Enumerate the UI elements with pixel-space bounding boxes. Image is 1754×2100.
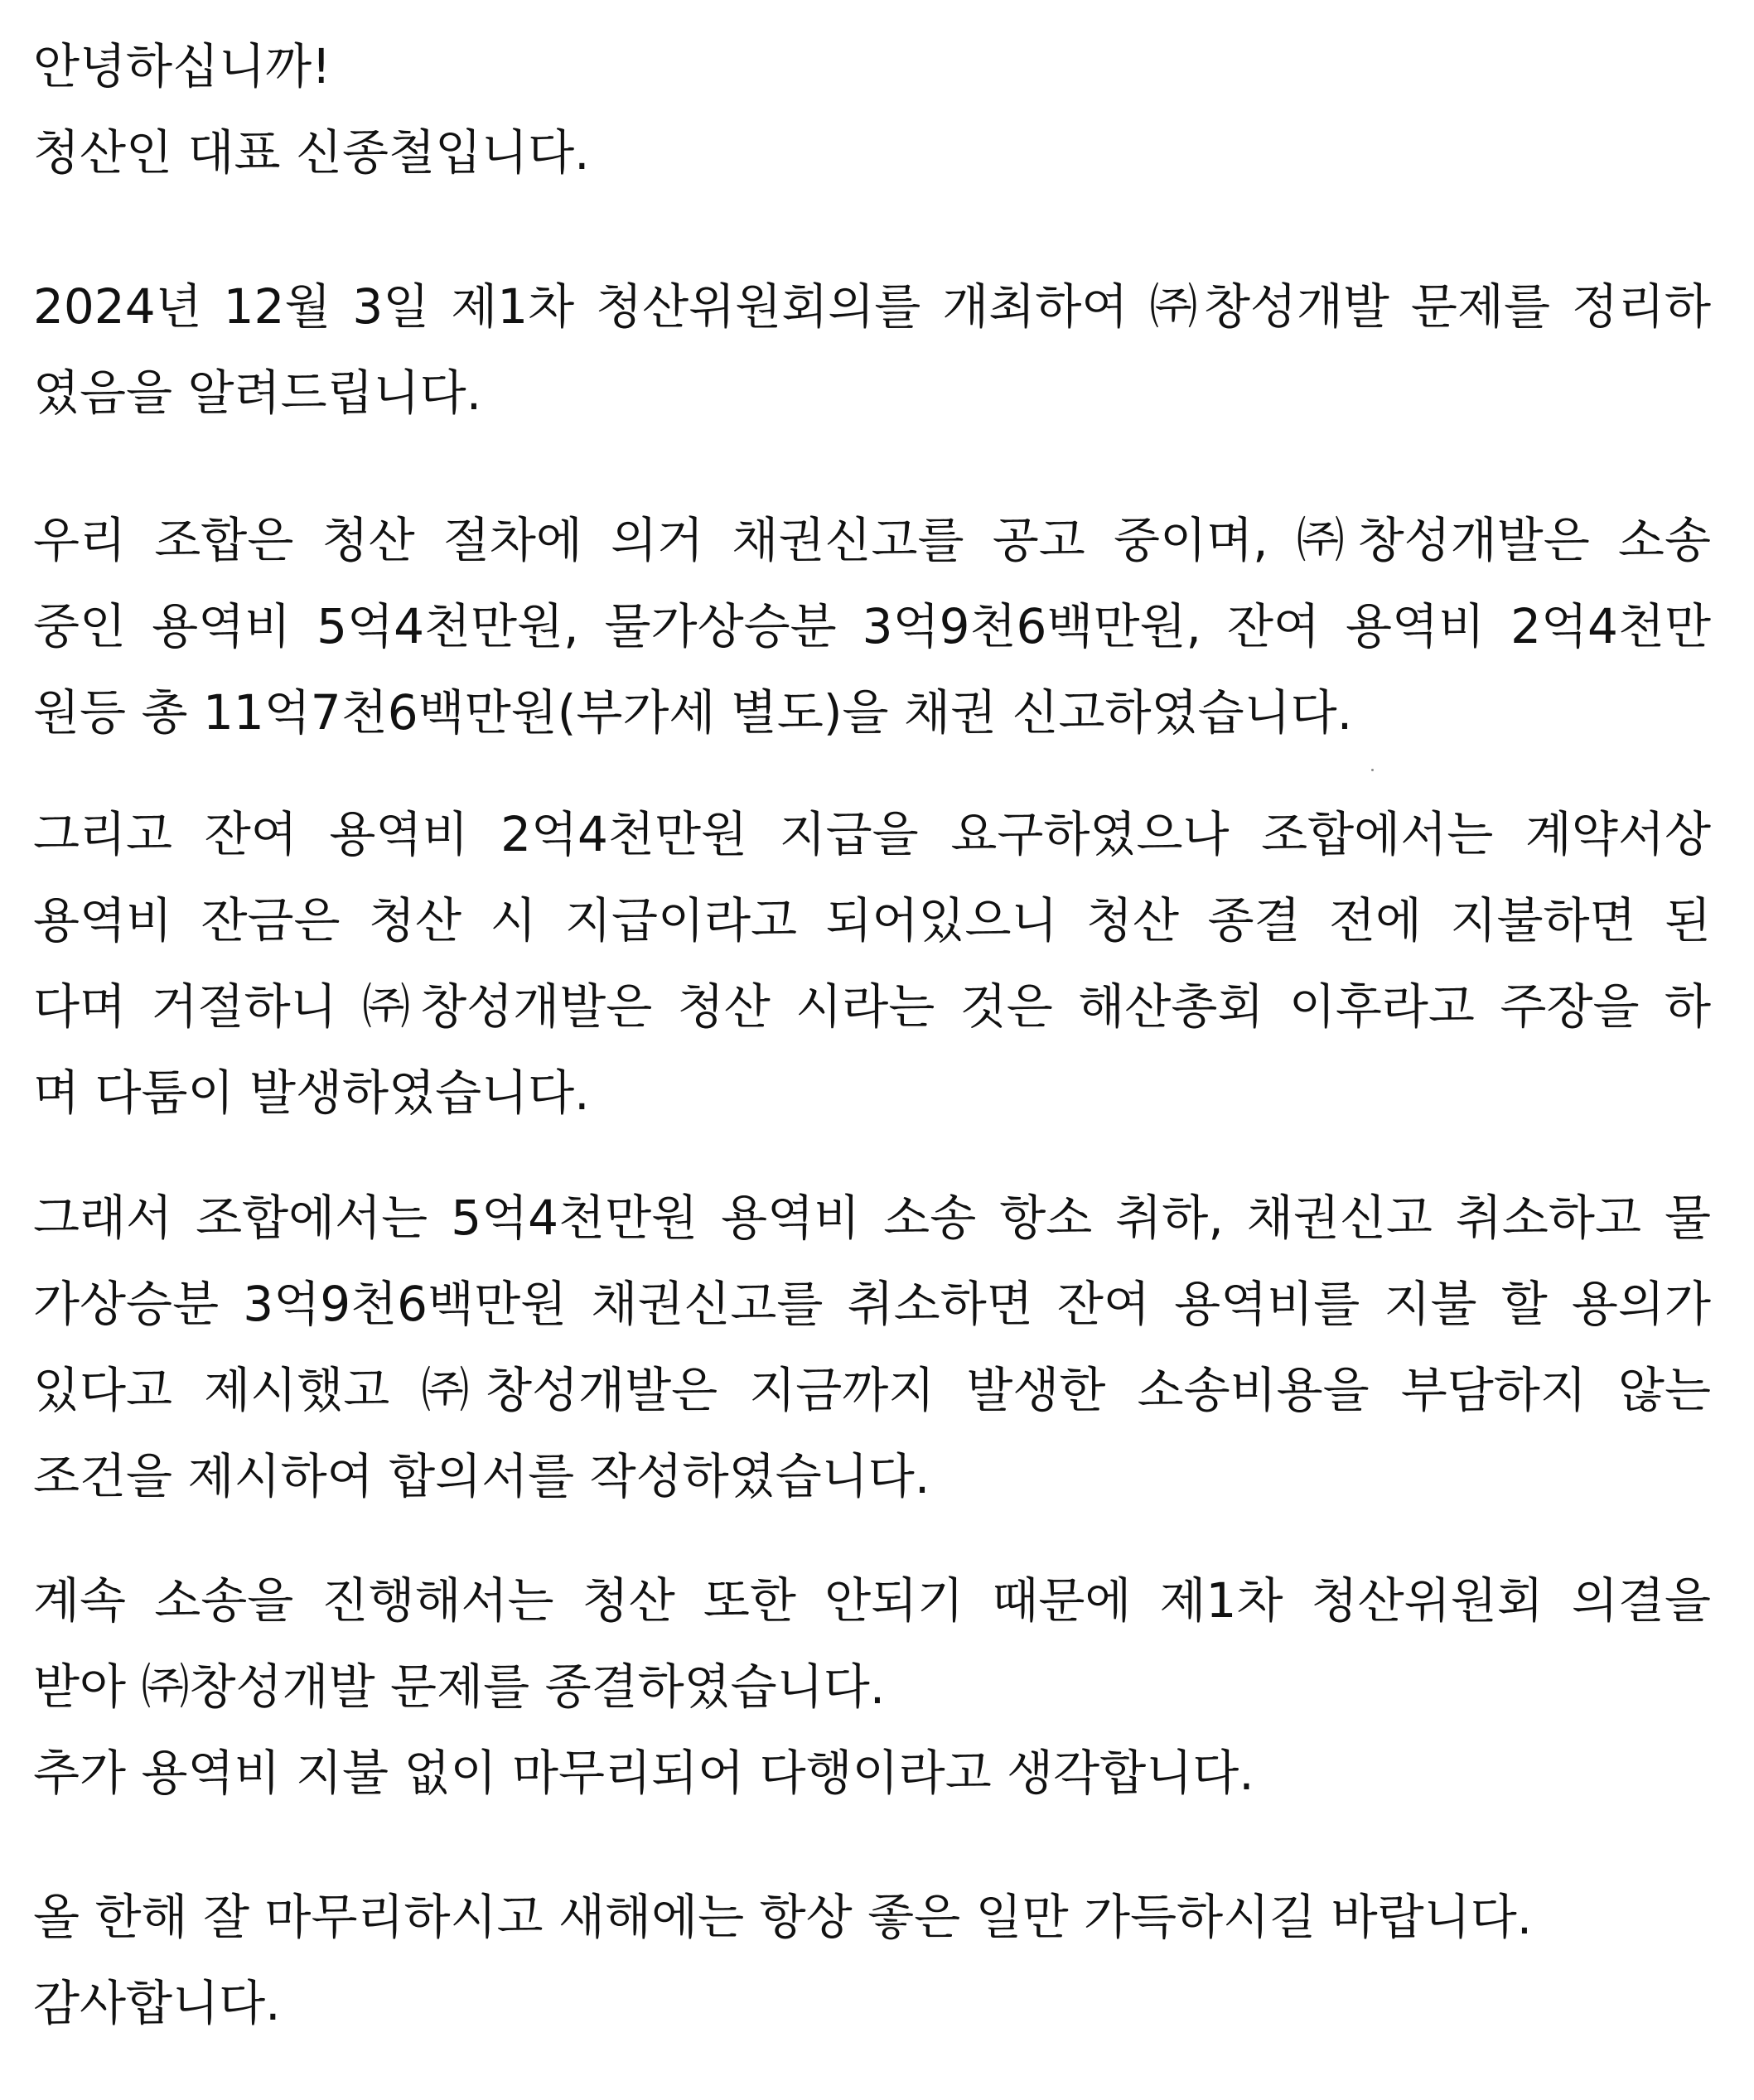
closing-block: [33, 1874, 1711, 2046]
paragraph-line: 원등 총 11억7천6백만원(부가세 별도)을 채권 신고하였습니다.: [33, 684, 1353, 741]
greeting-block: [33, 23, 1711, 196]
paragraph-line: 있다고 제시했고 ㈜창성개발은 지금까지 발생한 소송비용을 부담하지 않는: [33, 1362, 1711, 1418]
paragraph-line: 2024년 12월 3일 제1차 청산위원회의를 개최하여 ㈜창성개발 문제를 정리하: [33, 278, 1711, 335]
paragraph-agreement: [33, 1175, 1711, 1519]
paragraph-line: 용역비 잔금은 청산 시 지급이라고 되어있으니 청산 종결 전에 지불하면 된: [33, 892, 1711, 949]
paragraph-line: 계속 소송을 진행해서는 청산 또한 안되기 때문에 제1차 청산위원회 의결을: [33, 1572, 1711, 1629]
thanks-line: 감사합니다.: [33, 1975, 281, 2031]
paragraph-line: 그리고 잔여 용역비 2억4천만원 지급을 요구하였으나 조합에서는 계약서상: [33, 806, 1711, 862]
paragraph-line: 추가 용역비 지불 없이 마무리되어 다행이라고 생각합니다.: [33, 1745, 1254, 1801]
signer-intro-line: 청산인 대표 신종철입니다.: [33, 124, 590, 181]
paragraph-line: 우리 조합은 청산 절차에 의거 채권신고를 공고 중이며, ㈜창성개발은 소송: [33, 512, 1711, 568]
scan-speck: [1371, 769, 1374, 771]
paragraph-line: 조건을 제시하여 합의서를 작성하였습니다.: [33, 1448, 930, 1504]
paragraph-claims: [33, 497, 1711, 756]
paragraph-conclusion: [33, 1557, 1711, 1816]
paragraph-line: 며 다툼이 발생하였습니다.: [33, 1064, 590, 1121]
paragraph-line: 받아 ㈜창성개발 문제를 종결하였습니다.: [33, 1658, 886, 1715]
paragraph-line: 가상승분 3억9천6백만원 채권신고를 취소하면 잔여 용역비를 지불 할 용의가: [33, 1276, 1711, 1332]
paragraph-meeting: [33, 263, 1711, 436]
paragraph-line: 그래서 조합에서는 5억4천만원 용역비 소송 항소 취하, 채권신고 취소하고 물: [33, 1190, 1711, 1246]
paragraph-dispute: [33, 791, 1711, 1136]
greeting-line: 안녕하십니까!: [33, 38, 331, 94]
paragraph-line: 다며 거절하니 ㈜창성개발은 청산 시라는 것은 해산총회 이후라고 주장을 하: [33, 978, 1711, 1035]
paragraph-line: 중인 용역비 5억4천만원, 물가상승분 3억9천6백만원, 잔여 용역비 2억4천만: [33, 598, 1711, 654]
closing-line: 올 한해 잘 마무리하시고 새해에는 항상 좋은 일만 가득하시길 바랍니다.: [33, 1889, 1533, 1945]
paragraph-line: 였음을 알려드립니다.: [33, 364, 482, 421]
